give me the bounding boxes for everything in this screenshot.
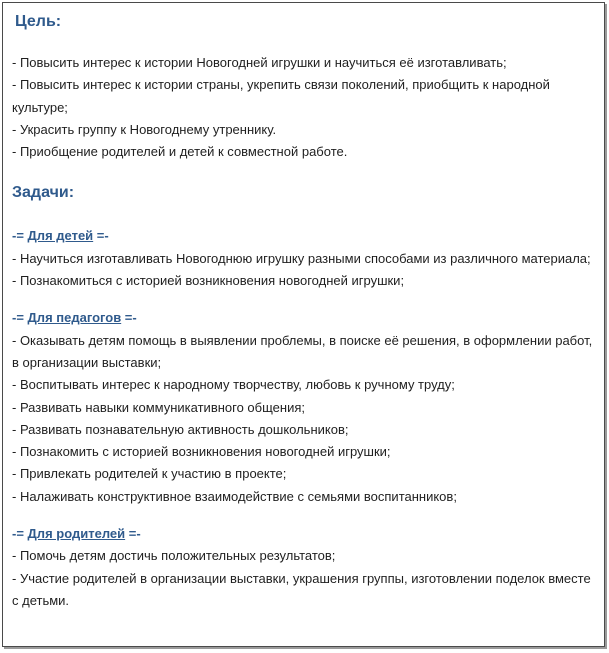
list-item: - Развивать навыки коммуникативного общения; [12, 399, 305, 415]
children-task-list [12, 248, 596, 293]
goal-list [12, 52, 596, 163]
group-heading-teachers [12, 307, 596, 329]
group-heading-children [12, 225, 596, 247]
group-suffix: =- [125, 526, 141, 542]
group-label: Для педагогов [27, 310, 122, 326]
list-item: - Помочь детям достичь положительных результатов; [12, 548, 336, 564]
group-heading-parents [12, 523, 596, 545]
list-item: - Повысить интерес к истории страны, укрепить связи поколений, приобщить к народной культуре; [12, 77, 550, 115]
list-item: - Украсить группу к Новогоднему утреннику. [12, 121, 277, 137]
list-item: - Научиться изготавливать Новогоднюю игрушку разными способами из различного материала; [12, 250, 591, 266]
document-page [2, 2, 605, 647]
tasks-heading: Задачи: [12, 184, 75, 202]
list-item: - Оказывать детям помощь в выявлении проблемы, в поиске её решения, в оформлении работ, в организации выставки; [12, 332, 593, 370]
group-suffix: =- [93, 228, 109, 244]
group-prefix: -= [12, 228, 28, 244]
parents-task-list [12, 545, 596, 612]
list-item: - Привлекать родителей к участию в проекте; [12, 466, 287, 482]
spacer [12, 508, 596, 523]
spacer [12, 292, 596, 307]
list-item: - Познакомиться с историей возникновения новогодней игрушки; [12, 273, 405, 289]
list-item: - Приобщение родителей и детей к совместной работе. [12, 144, 348, 160]
list-item: - Познакомить с историей возникновения новогодней игрушки; [12, 444, 391, 460]
group-label: Для детей [27, 228, 94, 244]
teachers-task-list [12, 330, 596, 508]
group-label: Для родителей [27, 526, 126, 542]
list-item: - Повысить интерес к истории Новогодней игрушки и научиться её изготавливать; [12, 55, 507, 70]
group-suffix: =- [121, 310, 137, 326]
list-item: - Налаживать конструктивное взаимодействие с семьями воспитанников; [12, 488, 457, 504]
list-item: - Развивать познавательную активность дошкольников; [12, 421, 349, 437]
list-item: - Участие родителей в организации выставки, украшения группы, изготовлении поделок вместе с детьми. [12, 570, 591, 608]
group-prefix: -= [12, 310, 28, 326]
list-item: - Воспитывать интерес к народному творчеству, любовь к ручному труду; [12, 377, 455, 393]
group-prefix: -= [12, 526, 28, 542]
goal-heading: Цель: [15, 13, 62, 30]
